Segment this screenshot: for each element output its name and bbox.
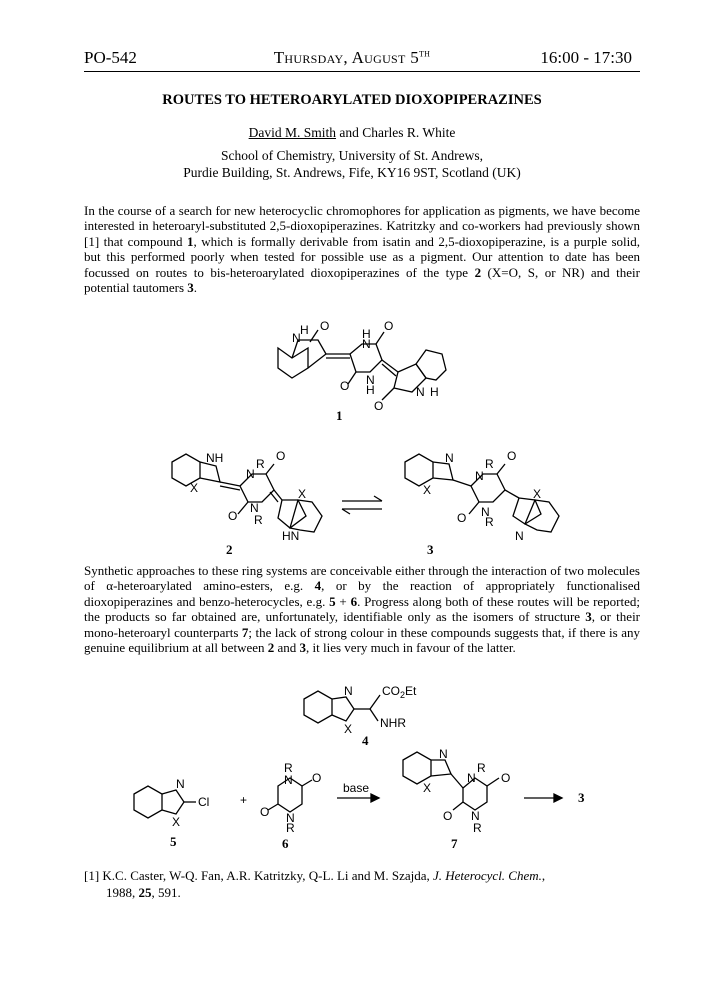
s4-x-label: X (344, 722, 353, 736)
s2-n-label: N (246, 467, 255, 481)
compound-5-label: 5 (170, 834, 177, 849)
p2-text-i: , or their mono-heteroaryl counterparts (84, 609, 641, 640)
session-time: 16:00 - 17:30 (540, 48, 632, 67)
p1-text-g: . (193, 280, 198, 296)
session-day-text: Thursday, August 5 (273, 48, 419, 67)
s6-o-label-2: O (260, 805, 270, 819)
p2-ref-5: 5 (329, 593, 336, 609)
p2-ref-6: 6 (350, 593, 358, 609)
ref-pages: , 591. (151, 885, 181, 900)
s7-n-label-2: N (467, 771, 476, 785)
s7-n-label-3: N (471, 809, 480, 823)
s6-n-label-2: N (286, 811, 295, 825)
s4-n-label: N (344, 684, 353, 698)
s3-o-label: O (507, 449, 517, 463)
compound-7-label: 7 (451, 836, 458, 851)
s3-o-label-2: O (457, 511, 467, 525)
p2-text-e: + (335, 593, 351, 609)
s7-r-label-2: R (473, 821, 482, 835)
abstract-code: PO-542 (84, 48, 137, 67)
p2-ref-4: 4 (314, 578, 322, 594)
p1-ref-3: 3 (187, 280, 194, 296)
ref-year: 1988, (106, 885, 139, 900)
s3-r-label: R (485, 457, 494, 471)
co-author: Charles R. White (362, 125, 456, 140)
affiliation-line-1: School of Chemistry, University of St. Andrews, (221, 148, 483, 163)
author-joiner: and (336, 125, 363, 140)
s3-benzene-left (405, 454, 433, 486)
s3-x-label-2: X (533, 487, 542, 501)
p2-text-a: Synthetic approaches to these ring systems are conceivable either through the interaction of two molecules of α-heteroarylated amino-esters, e.g. (84, 563, 640, 594)
structure-2-diagram (150, 440, 340, 565)
s1-o-label: O (320, 319, 330, 333)
session-day-sup: TH (419, 49, 431, 59)
s1-o-label-3: O (340, 379, 350, 393)
s5-x-label: X (172, 815, 181, 829)
p2-text-o: , it lies very much in favour of the latter. (306, 640, 516, 656)
paper-title: ROUTES TO HETEROARYLATED DIOXOPIPERAZINES (162, 92, 542, 108)
s1-n-label-3: N (366, 373, 375, 387)
s3-x-label: X (423, 483, 432, 497)
ref-volume: 25 (138, 885, 152, 900)
s7-o-label-2: O (443, 809, 453, 823)
ref-journal: J. Heterocycl. Chem. (433, 868, 542, 883)
base-arrow (335, 782, 385, 806)
compound-6-label: 6 (282, 836, 289, 851)
s7-x-label: X (423, 781, 432, 795)
s4-ester-label: $CO_2Et$ (382, 684, 417, 700)
s7-o-label: O (501, 771, 511, 785)
compound-1-label: 1 (336, 408, 343, 423)
p2-text-k: ; the lack of strong colour in these compounds suggests that, if there is any genuine equilibrium at all between (84, 624, 640, 656)
intro-paragraph (84, 203, 640, 295)
s5-cl-label: Cl (198, 795, 210, 809)
p2-ref-7: 7 (241, 624, 249, 640)
s5-benzene (134, 786, 162, 818)
p2-ref-3b: 3 (299, 640, 307, 656)
s3-n-label-2: N (475, 469, 484, 483)
affiliation-line-2: Purdie Building, St. Andrews, Fife, KY16 9ST, Scotland (UK) (183, 165, 521, 180)
ref-line-2 (84, 884, 640, 901)
s2-o-label: O (276, 449, 286, 463)
p2-text-g: . Progress along both of these routes will be reported; the products so far obtained are, unfortunately, identifiable only as the isomers of structure (84, 593, 640, 625)
s2-n-label-2: N (250, 501, 259, 515)
s6-o-label: O (312, 771, 322, 785)
s2-r-label: R (256, 457, 265, 471)
s3-r-label-2: R (485, 515, 494, 529)
s1-o-label-4: O (374, 399, 384, 413)
s3-n-label-4: N (515, 529, 524, 543)
equilibrium-arrows (338, 495, 388, 515)
plus-sign (236, 790, 256, 810)
s2-x-label: X (190, 481, 199, 495)
s2-x-label-2: X (298, 487, 307, 501)
s5-n-label: N (176, 777, 185, 791)
p2-ref-2: 2 (267, 640, 275, 656)
p2-text-m: and (274, 640, 300, 656)
s2-o-label-2: O (228, 509, 238, 523)
structure-6-diagram (258, 760, 328, 850)
p1-ref-2: 2 (474, 264, 482, 280)
p2-ref-3: 3 (585, 609, 592, 625)
p1-text-c: , which is formally derivable from isatin and 2,5-dioxopiperazine, is a purple solid, but this performed poorly when tested for possible use as a pigment. Our attention to date has been focussed on routes to bis-heteroarylated dioxopiperazines of the type (84, 233, 640, 280)
header-rule (84, 71, 640, 72)
s7-n-label: N (439, 747, 448, 761)
final-arrow (522, 788, 592, 808)
s1-h-label-3: H (366, 383, 375, 397)
structure-7-diagram (395, 738, 525, 853)
ref-comma: , (541, 868, 546, 883)
p1-text-e: (X=O, S, or NR) and their potential tautomers (84, 264, 641, 296)
compound-4-label: 4 (362, 733, 369, 748)
s7-benzene (403, 752, 431, 784)
p1-text-a: In the course of a search for new heterocyclic chromophores for application as pigments, we have become interested in heteroaryl-substituted 2,5-dioxopiperazines. Katritzky and co-workers had previously shown [1] that compound (84, 203, 640, 249)
p2-text-c: , or by the reaction of appropriately functionalised dioxopiperazines and benzo-heterocycles, e.g. (84, 578, 640, 609)
structure-3-diagram (395, 440, 585, 565)
s1-h-label-2: H (362, 327, 371, 341)
compound-3-label: 3 (427, 542, 434, 557)
s3-benzene-right (525, 500, 559, 532)
s6-r-label-2: R (286, 821, 295, 835)
final-product-label: 3 (578, 790, 585, 805)
s6-r-label: R (284, 761, 293, 775)
s1-h-label-4: H (430, 385, 439, 399)
s6-n-label: N (284, 773, 293, 787)
s2-r-label-2: R (254, 513, 263, 527)
ref-authors: K.C. Caster, W-Q. Fan, A.R. Katritzky, Q-L. Li and M. Szajda, (99, 868, 433, 883)
reference-1 (84, 867, 640, 901)
authors (0, 125, 704, 141)
ref-tag: [1] (84, 868, 100, 883)
s2-nh-label: NH (206, 451, 224, 465)
s1-n-label-4: N (416, 385, 425, 399)
s4-amine-label: NHR (380, 716, 406, 730)
approaches-paragraph (84, 563, 640, 655)
base-label: base (343, 781, 370, 795)
s1-o-label-2: O (384, 319, 394, 333)
s1-benzene-right (416, 350, 446, 380)
compound-2-label: 2 (226, 542, 233, 557)
s1-benzene-left (278, 348, 308, 378)
s1-h-label: H (300, 323, 309, 337)
s7-r-label: R (477, 761, 486, 775)
structure-1-diagram (270, 310, 450, 430)
p1-ref-1: 1 (186, 233, 194, 249)
structure-5-diagram (130, 770, 230, 850)
s4-benzene (304, 691, 332, 723)
s1-n-label-2: N (362, 337, 371, 351)
s1-n-label: N (292, 331, 301, 345)
s3-n-label: N (445, 451, 454, 465)
s2-hn-label: HN (282, 529, 300, 543)
plus-label: + (240, 793, 248, 807)
s3-n-label-3: N (481, 505, 490, 519)
presenting-author: David M. Smith (248, 125, 337, 140)
